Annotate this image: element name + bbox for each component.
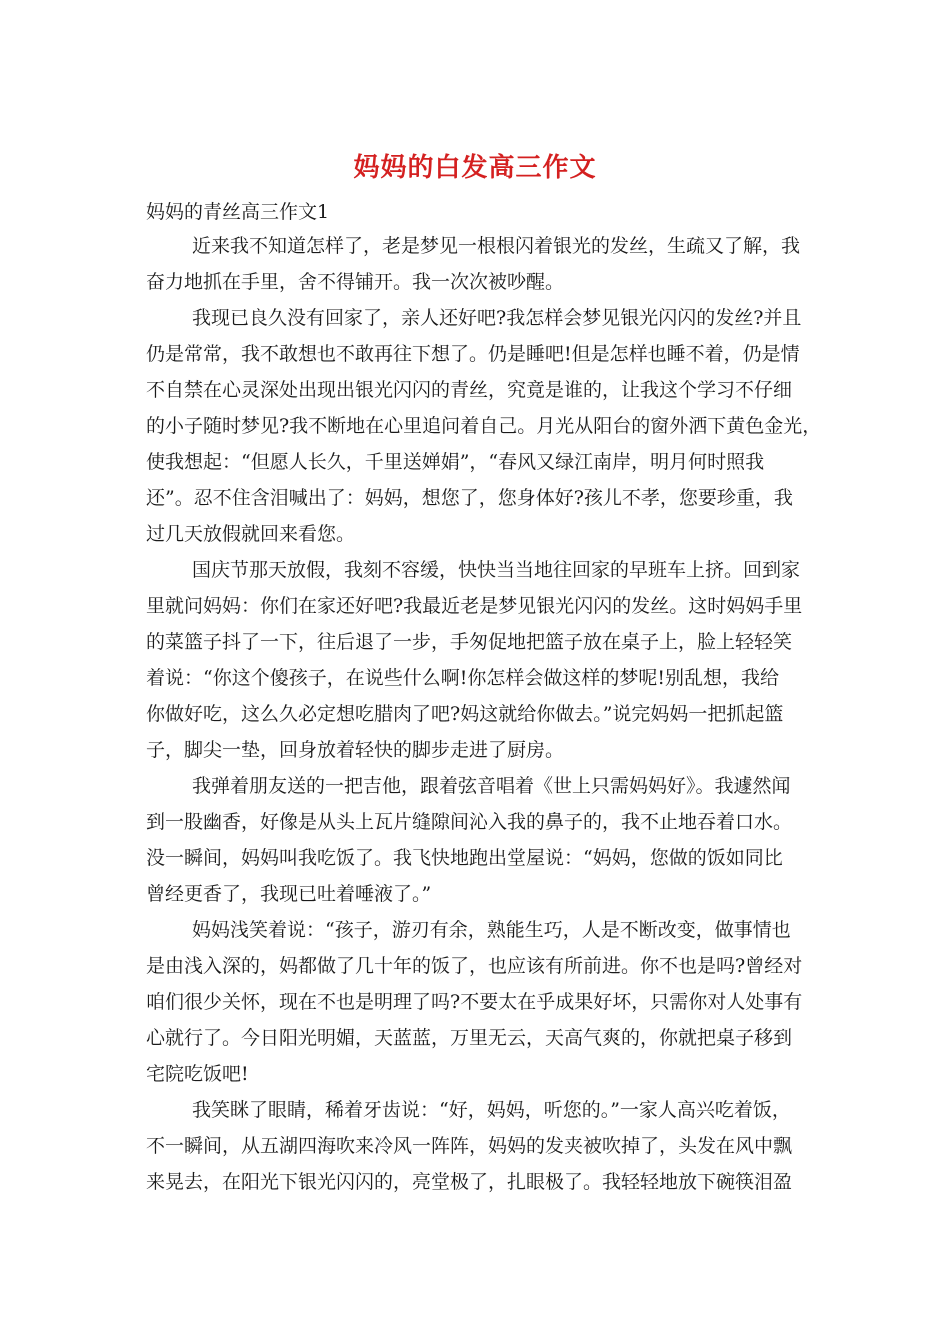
body-line: 妈妈浅笑着说：“孩子，游刃有余，熟能生巧，人是不断改变，做事情也 (192, 919, 791, 941)
body-line: 我现已良久没有回家了，亲人还好吧?我怎样会梦见银光闪闪的发丝?并且 (192, 307, 802, 329)
body-line: 到一股幽香，好像是从头上瓦片缝隙间沁入我的鼻子的，我不止地吞着口水。 (146, 811, 793, 833)
body-line: 咱们很少关怀，现在不也是明理了吗?不要太在乎成果好坏，只需你对人处事有 (146, 991, 803, 1013)
body-line: 里就问妈妈：你们在家还好吧?我最近老是梦见银光闪闪的发丝。这时妈妈手里 (146, 595, 803, 617)
body-line: 奋力地抓在手里，舍不得铺开。我一次次被吵醒。 (146, 271, 565, 293)
body-line: 曾经更香了，我现已吐着唾液了。” (146, 883, 432, 905)
body-line: 仍是常常，我不敢想也不敢再往下想了。仍是睡吧!但是怎样也睡不着，仍是情 (146, 343, 800, 365)
body-line: 还”。忍不住含泪喊出了：妈妈，想您了，您身体好?孩儿不孝，您要珍重，我 (146, 487, 793, 509)
body-line: 使我想起：“但愿人长久，千里送婵娟”，“春风又绿江南岸，明月何时照我 (146, 451, 765, 473)
body-line: 着说：“你这个傻孩子，在说些什么啊!你怎样会做这样的梦呢!别乱想，我给 (146, 667, 779, 689)
document-subtitle: 妈妈的青丝高三作文1 (146, 201, 330, 223)
body-line: 过几天放假就回来看您。 (146, 523, 356, 545)
document-title: 妈妈的白发高三作文 (353, 153, 597, 183)
body-line: 心就行了。今日阳光明媚，天蓝蓝，万里无云，天高气爽的，你就把桌子移到 (146, 1027, 793, 1049)
body-line: 的小子随时梦见?我不断地在心里追问着自己。月光从阳台的窗外洒下黄色金光， (146, 415, 822, 437)
body-line: 是由浅入深的，妈都做了几十年的饭了，也应该有所前进。你不也是吗?曾经对 (146, 955, 803, 977)
body-line: 我弹着朋友送的一把吉他，跟着弦音唱着《世上只需妈妈好》。我遽然闻 (192, 775, 791, 797)
body-line: 来晃去，在阳光下银光闪闪的，亮堂极了，扎眼极了。我轻轻地放下碗筷泪盈 (146, 1171, 793, 1193)
document-body (146, 228, 822, 1200)
body-line: 近来我不知道怎样了，老是梦见一根根闪着银光的发丝，生疏又了解，我 (192, 235, 801, 257)
body-line: 的菜篮子抖了一下，往后退了一步，手匆促地把篮子放在桌子上，脸上轻轻笑 (146, 631, 793, 653)
body-line: 没一瞬间，妈妈叫我吃饭了。我飞快地跑出堂屋说：“妈妈，您做的饭如同比 (146, 847, 783, 869)
body-line: 国庆节那天放假，我刻不容缓，快快当当地往回家的早班车上挤。回到家 (192, 559, 801, 581)
body-line: 你做好吃，这么久必定想吃腊肉了吧?妈这就给你做去。”说完妈妈一把抓起篮 (146, 703, 784, 725)
body-line: 宅院吃饭吧! (146, 1063, 249, 1085)
body-line: 子，脚尖一垫，回身放着轻快的脚步走进了厨房。 (146, 739, 565, 761)
body-line: 不一瞬间，从五湖四海吹来冷风一阵阵，妈妈的发夹被吹掉了，头发在风中飘 (146, 1135, 793, 1157)
body-line: 不自禁在心灵深处出现出银光闪闪的青丝，究竟是谁的，让我这个学习不仔细 (146, 379, 793, 401)
body-line: 我笑眯了眼睛，稀着牙齿说：“好，妈妈，听您的。”一家人高兴吃着饭， (192, 1099, 791, 1121)
